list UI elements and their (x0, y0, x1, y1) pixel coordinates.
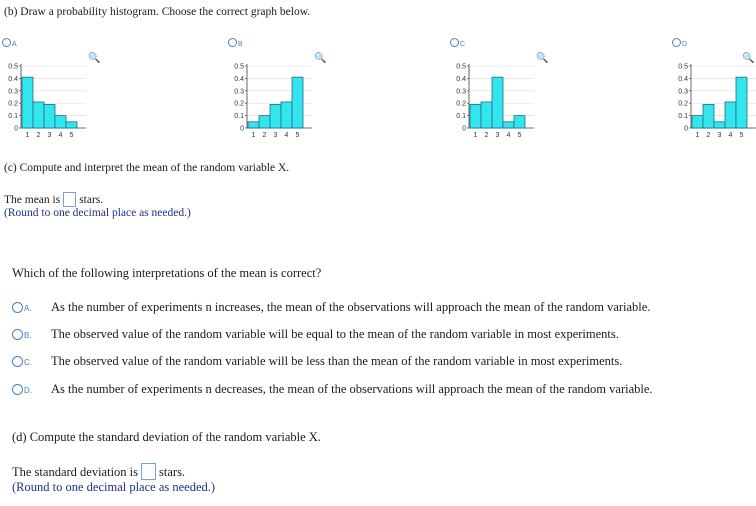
part-d-prompt: (d) Compute the standard deviation of the random variable X. (12, 430, 321, 444)
y-tick-label: 0.3 (456, 88, 466, 96)
x-tick-label: 2 (706, 132, 711, 139)
x-tick-label: 4 (728, 132, 733, 139)
x-tick-label: 5 (295, 132, 300, 139)
choice-d-text: As the number of experiments n decreases, the mean of the observations will approach the mean of the random variable. (51, 382, 653, 396)
histogram-bar (492, 77, 503, 128)
sd-answer-line (12, 463, 185, 480)
histogram-bar (703, 104, 714, 128)
y-tick-label: 0.3 (234, 88, 244, 96)
histogram-chart-a (2, 38, 106, 148)
x-tick-label: 2 (36, 132, 41, 139)
histogram-bar (55, 116, 66, 128)
mean-suffix: stars. (79, 194, 104, 206)
histogram-bar (692, 116, 703, 128)
y-tick-label: 0.2 (456, 100, 466, 108)
histogram-bar (714, 122, 725, 128)
y-tick-label: 0.4 (678, 75, 688, 83)
histogram-bar (514, 116, 525, 128)
magnifier-icon[interactable]: 🔍 (742, 53, 755, 64)
y-tick-label: 0.2 (234, 100, 244, 108)
x-tick-label: 2 (484, 132, 489, 139)
histogram-option-a[interactable] (2, 38, 106, 148)
histogram-bar (66, 122, 77, 128)
x-tick-label: 4 (506, 132, 511, 139)
mean-input[interactable] (63, 192, 76, 207)
part-c-prompt: (c) Compute and interpret the mean of the random variable X. (4, 162, 290, 174)
y-tick-label: 0.1 (678, 113, 688, 121)
y-tick-label: 0.1 (456, 113, 466, 121)
radio-choice-a[interactable] (12, 302, 23, 313)
histogram-bar (22, 77, 33, 128)
y-tick-label: 0.2 (678, 100, 688, 108)
histogram-bar (292, 77, 303, 128)
option-b-letter: B (238, 41, 243, 48)
histogram-option-c[interactable] (450, 38, 554, 148)
choice-b-letter: B. (24, 331, 32, 340)
interpretation-question: Which of the following interpretations of the mean is correct? (12, 266, 322, 280)
histogram-bar (481, 102, 492, 128)
magnifier-icon[interactable]: 🔍 (88, 53, 101, 64)
choice-a-letter: A. (24, 304, 32, 313)
histogram-bar (259, 116, 270, 128)
histogram-bar (281, 102, 292, 128)
sd-suffix: stars. (159, 465, 186, 479)
histogram-option-d[interactable] (672, 38, 756, 148)
x-tick-label: 4 (58, 132, 63, 139)
sd-prefix: The standard deviation is (12, 465, 139, 479)
mean-round-note: (Round to one decimal place as needed.) (4, 207, 191, 219)
y-tick-label: 0.5 (456, 63, 466, 71)
radio-choice-d[interactable] (12, 384, 23, 395)
magnifier-icon[interactable]: 🔍 (314, 53, 327, 64)
radio-choice-b[interactable] (12, 329, 23, 340)
choice-b-text: The observed value of the random variable will be equal to the mean of the random variable in most experiments. (51, 327, 619, 341)
histogram-bar (33, 102, 44, 128)
choice-c-letter: C. (24, 358, 32, 367)
x-tick-label: 1 (25, 132, 30, 139)
x-tick-label: 2 (262, 132, 267, 139)
mean-prefix: The mean is (4, 194, 61, 206)
y-tick-label: 0.3 (8, 88, 18, 96)
option-a-letter: A (12, 41, 17, 48)
x-tick-label: 5 (739, 132, 744, 139)
choice-c-text: The observed value of the random variable will be less than the mean of the random variable in most experiments. (51, 354, 623, 368)
histogram-bar (725, 102, 736, 128)
histogram-bar (503, 122, 514, 128)
y-tick-label: 0.4 (456, 75, 466, 83)
mean-answer-line (4, 192, 103, 207)
option-c-letter: C (460, 41, 466, 48)
y-tick-label: 0.5 (8, 63, 18, 71)
x-tick-label: 3 (495, 132, 500, 139)
part-b-prompt: (b) Draw a probability histogram. Choose the correct graph below. (4, 6, 311, 18)
x-tick-label: 1 (251, 132, 256, 139)
y-tick-label: 0.3 (678, 88, 688, 96)
y-tick-label: 0 (240, 125, 244, 133)
y-tick-label: 0.4 (8, 75, 18, 83)
histogram-option-b[interactable] (228, 38, 332, 148)
histogram-bar (270, 104, 281, 128)
magnifier-icon[interactable]: 🔍 (536, 53, 549, 64)
x-tick-label: 3 (273, 132, 278, 139)
x-tick-label: 4 (284, 132, 289, 139)
sd-input[interactable] (141, 463, 156, 480)
sd-round-note: (Round to one decimal place as needed.) (12, 480, 216, 494)
x-tick-label: 5 (69, 132, 74, 139)
choice-a-text: As the number of experiments n increases, the mean of the observations will approach the mean of the random variable. (51, 300, 651, 314)
histogram-bar (248, 122, 259, 128)
histogram-chart-c (450, 38, 554, 148)
y-tick-label: 0 (14, 125, 18, 133)
x-tick-label: 1 (473, 132, 478, 139)
option-d-letter: D (682, 41, 688, 48)
y-tick-label: 0 (462, 125, 466, 133)
x-tick-label: 3 (47, 132, 52, 139)
radio-choice-c[interactable] (12, 356, 23, 367)
y-tick-label: 0.1 (234, 113, 244, 121)
y-tick-label: 0 (684, 125, 688, 133)
y-tick-label: 0.5 (234, 63, 244, 71)
x-tick-label: 5 (517, 132, 522, 139)
y-tick-label: 0.4 (234, 75, 244, 83)
histogram-chart-b (228, 38, 332, 148)
y-tick-label: 0.2 (8, 100, 18, 108)
histogram-bar (44, 104, 55, 128)
x-tick-label: 1 (695, 132, 700, 139)
y-tick-label: 0.1 (8, 113, 18, 121)
histogram-chart-d (672, 38, 756, 148)
y-tick-label: 0.5 (678, 63, 688, 71)
histogram-bar (470, 104, 481, 128)
x-tick-label: 3 (717, 132, 722, 139)
histogram-bar (736, 77, 747, 128)
choice-d-letter: D. (24, 386, 32, 395)
